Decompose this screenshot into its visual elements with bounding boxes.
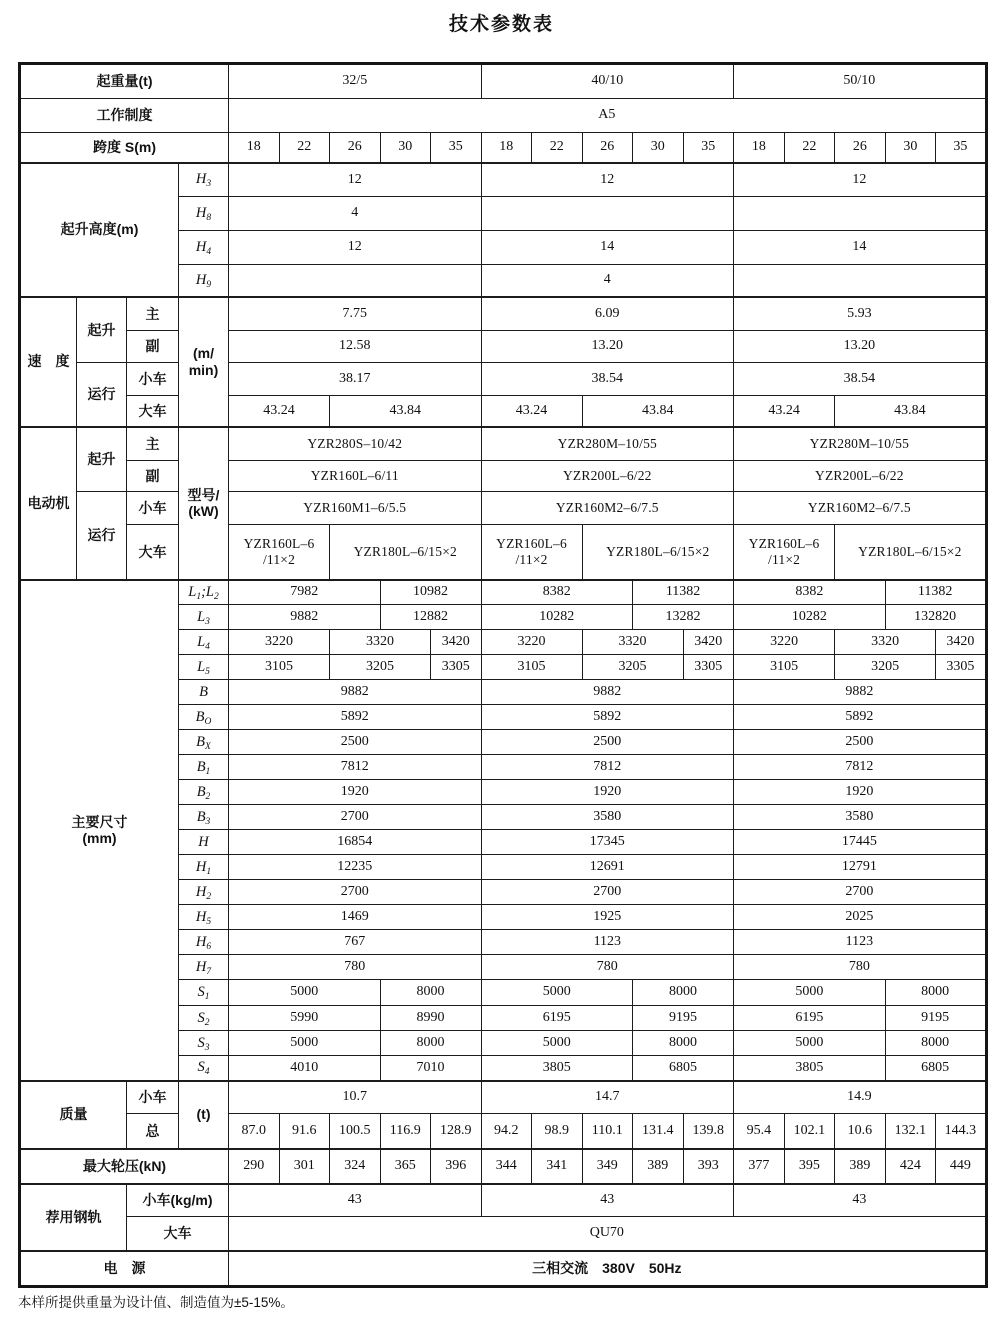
hoisting-label: 起升	[77, 297, 127, 363]
value-cell: 9882	[229, 605, 381, 630]
value-cell: 8000	[380, 1031, 481, 1056]
value-cell: 1925	[481, 905, 734, 930]
dim-h1-label: $H_1$	[179, 855, 229, 880]
dim-l3-label: $L_3$	[179, 605, 229, 630]
capacity-32-5: 32/5	[229, 64, 482, 99]
value-cell: 2700	[229, 805, 482, 830]
dim-b2-label: $B_2$	[179, 780, 229, 805]
dim-s3-label: $S_3$	[179, 1031, 229, 1056]
table-row	[20, 396, 987, 427]
value-cell: 26	[835, 133, 886, 163]
table-row	[20, 1114, 987, 1149]
value-cell: 7010	[380, 1056, 481, 1081]
value-cell: 8382	[734, 580, 886, 605]
value-cell: YZR160M2–6/7.5	[734, 492, 987, 525]
value-cell: 3205	[835, 655, 936, 680]
table-row	[20, 461, 987, 492]
value-cell: 2700	[229, 880, 482, 905]
value-cell: 43.84	[582, 396, 734, 427]
value-cell: 341	[532, 1149, 583, 1184]
duty-class-label: 工作制度	[20, 99, 229, 133]
value-cell: 5892	[229, 705, 482, 730]
value-cell: 7812	[481, 755, 734, 780]
value-cell: 3220	[734, 630, 835, 655]
value-cell: 13.20	[734, 331, 987, 363]
value-cell: 30	[885, 133, 936, 163]
value-cell: 10282	[734, 605, 886, 630]
value-cell: 2700	[481, 880, 734, 905]
value-cell: 14.7	[481, 1081, 734, 1114]
value-cell: 1469	[229, 905, 482, 930]
dim-bx-label: $B_X$	[179, 730, 229, 755]
value-cell: 5892	[734, 705, 987, 730]
value-cell: 131.4	[633, 1114, 684, 1149]
value-cell: 301	[279, 1149, 330, 1184]
value-cell: YZR280S–10/42	[229, 427, 482, 461]
value-cell: 17445	[734, 830, 987, 855]
value-cell: 8000	[633, 1031, 734, 1056]
table-row	[20, 297, 987, 331]
table-row	[20, 64, 987, 99]
value-cell: 11382	[885, 580, 986, 605]
table-row	[20, 99, 987, 133]
value-cell: 9195	[633, 1006, 734, 1031]
value-cell: 132820	[885, 605, 986, 630]
value-cell: 3220	[229, 630, 330, 655]
value-cell: 3105	[481, 655, 582, 680]
recommended-rail-label: 荐用钢轨	[20, 1184, 127, 1251]
value-cell: YZR160M1–6/5.5	[229, 492, 482, 525]
value-cell: 5000	[481, 1031, 633, 1056]
value-cell: 18	[734, 133, 785, 163]
value-cell: 43	[734, 1184, 987, 1217]
value-cell: 449	[936, 1149, 987, 1184]
dim-s4-label: $S_4$	[179, 1056, 229, 1081]
value-cell: 26	[582, 133, 633, 163]
value-cell: 6195	[734, 1006, 886, 1031]
value-cell: 1123	[481, 930, 734, 955]
value-cell: 12691	[481, 855, 734, 880]
value-cell: 2500	[229, 730, 482, 755]
dim-b1-label: $B_1$	[179, 755, 229, 780]
dim-h2-label: $H_2$	[179, 880, 229, 905]
table-row	[20, 331, 987, 363]
dim-l5-label: $L_5$	[179, 655, 229, 680]
value-cell: 6805	[885, 1056, 986, 1081]
value-cell: 2500	[481, 730, 734, 755]
value-cell: 43.24	[481, 396, 582, 427]
mass-label: 质量	[20, 1081, 127, 1149]
value-cell: 132.1	[885, 1114, 936, 1149]
value-cell: 144.3	[936, 1114, 987, 1149]
value-cell: 365	[380, 1149, 431, 1184]
value-cell: 3305	[431, 655, 482, 680]
value-cell: 10982	[380, 580, 481, 605]
tech-parameters-table	[18, 62, 988, 1288]
main-hoist-label: 主	[127, 297, 179, 331]
table-row	[20, 492, 987, 525]
mass-unit-label: (t)	[179, 1081, 229, 1149]
value-cell: 43.24	[734, 396, 835, 427]
value-cell: 22	[532, 133, 583, 163]
value-cell: 1920	[229, 780, 482, 805]
table-body	[20, 64, 987, 1287]
value-cell: 17345	[481, 830, 734, 855]
value-cell: 3420	[936, 630, 987, 655]
value-cell: 389	[835, 1149, 886, 1184]
aux-hoist-label: 副	[127, 331, 179, 363]
value-cell: 2700	[734, 880, 987, 905]
main-hoist-label: 主	[127, 427, 179, 461]
value-cell: 18	[229, 133, 280, 163]
value-cell: 14	[481, 231, 734, 265]
crane-rail-label: 大车	[127, 1217, 229, 1251]
value-cell: 2500	[734, 730, 987, 755]
value-cell: 3320	[582, 630, 683, 655]
table-row	[20, 1217, 987, 1251]
h8-label: $H_8$	[179, 197, 229, 231]
value-cell: 5000	[734, 1031, 886, 1056]
value-cell: 4	[229, 197, 482, 231]
dim-h7-label: $H_7$	[179, 955, 229, 980]
value-cell: 35	[683, 133, 734, 163]
dim-bo-label: $B_O$	[179, 705, 229, 730]
value-cell: 3805	[734, 1056, 886, 1081]
table-row	[20, 133, 987, 163]
lifting-height-label: 起升高度(m)	[20, 163, 179, 297]
value-cell: 3305	[936, 655, 987, 680]
value-cell: YZR180L–6/15×2	[330, 525, 482, 580]
value-cell: 12	[229, 163, 482, 197]
value-cell: 8000	[885, 1031, 986, 1056]
value-cell: 3580	[481, 805, 734, 830]
value-cell: YZR160L–6/11	[229, 461, 482, 492]
value-cell: 5.93	[734, 297, 987, 331]
value-cell: 18	[481, 133, 532, 163]
value-cell: 43.84	[330, 396, 482, 427]
power-supply-value: 三相交流 380V 50Hz	[229, 1251, 987, 1287]
value-cell: 5000	[229, 1031, 381, 1056]
value-cell: 7.75	[229, 297, 482, 331]
table-row	[20, 525, 987, 580]
lifting-capacity-label: 起重量(t)	[20, 64, 229, 99]
value-cell: 9195	[885, 1006, 986, 1031]
dim-b3-label: $B_3$	[179, 805, 229, 830]
dim-s2-label: $S_2$	[179, 1006, 229, 1031]
value-cell: YZR180L–6/15×2	[835, 525, 987, 580]
value-cell: 3220	[481, 630, 582, 655]
value-cell: 5000	[229, 980, 381, 1006]
value-cell: YZR160L–6 /11×2	[481, 525, 582, 580]
value-cell: 424	[885, 1149, 936, 1184]
value-cell: 3320	[330, 630, 431, 655]
value-cell: 3420	[431, 630, 482, 655]
value-cell: 3205	[330, 655, 431, 680]
speed-label: 速 度	[20, 297, 77, 427]
crane-label: 大车	[127, 396, 179, 427]
value-cell: 5000	[481, 980, 633, 1006]
value-cell: 780	[481, 955, 734, 980]
table-row	[20, 1081, 987, 1114]
model-kw-label: 型号/ (kW)	[179, 427, 229, 580]
value-cell: 6195	[481, 1006, 633, 1031]
value-cell: 43.84	[835, 396, 987, 427]
value-cell: 91.6	[279, 1114, 330, 1149]
value-cell	[229, 265, 482, 297]
crane-label: 大车	[127, 525, 179, 580]
dim-h-label: H	[179, 830, 229, 855]
value-cell: 5892	[481, 705, 734, 730]
value-cell: 30	[380, 133, 431, 163]
value-cell: YZR200L–6/22	[481, 461, 734, 492]
value-cell: 5000	[734, 980, 886, 1006]
value-cell: 4010	[229, 1056, 381, 1081]
value-cell: 393	[683, 1149, 734, 1184]
value-cell: 139.8	[683, 1114, 734, 1149]
max-wheel-load-label: 最大轮压(kN)	[20, 1149, 229, 1184]
speed-unit-label: (m/ min)	[179, 297, 229, 427]
value-cell: 8382	[481, 580, 633, 605]
value-cell: 290	[229, 1149, 280, 1184]
hoisting-label: 起升	[77, 427, 127, 492]
value-cell	[734, 197, 987, 231]
value-cell: 35	[431, 133, 482, 163]
value-cell: 8990	[380, 1006, 481, 1031]
value-cell: 12235	[229, 855, 482, 880]
crane-rail-value: QU70	[229, 1217, 987, 1251]
value-cell	[734, 265, 987, 297]
table-row	[20, 1251, 987, 1287]
value-cell: 12882	[380, 605, 481, 630]
value-cell: 389	[633, 1149, 684, 1184]
h4-label: $H_4$	[179, 231, 229, 265]
value-cell: 2025	[734, 905, 987, 930]
value-cell: 7982	[229, 580, 381, 605]
value-cell: YZR160L–6 /11×2	[734, 525, 835, 580]
trolley-label: 小车	[127, 1081, 179, 1114]
value-cell: 9882	[481, 680, 734, 705]
value-cell: 30	[633, 133, 684, 163]
value-cell: 3105	[229, 655, 330, 680]
value-cell: 43.24	[229, 396, 330, 427]
dim-l4-label: $L_4$	[179, 630, 229, 655]
power-supply-label: 电 源	[20, 1251, 229, 1287]
duty-class-value: A5	[229, 99, 987, 133]
value-cell: 395	[784, 1149, 835, 1184]
value-cell: 9882	[229, 680, 482, 705]
value-cell: 3205	[582, 655, 683, 680]
value-cell: 128.9	[431, 1114, 482, 1149]
dim-h5-label: $H_5$	[179, 905, 229, 930]
dim-h6-label: $H_6$	[179, 930, 229, 955]
travel-label: 运行	[77, 492, 127, 580]
value-cell: 6805	[633, 1056, 734, 1081]
value-cell: 5990	[229, 1006, 381, 1031]
h3-label: $H_3$	[179, 163, 229, 197]
value-cell: 9882	[734, 680, 987, 705]
value-cell: 110.1	[582, 1114, 633, 1149]
main-dimensions-label: 主要尺寸 (mm)	[20, 580, 179, 1081]
dim-l1l2-label: $L_1;L_2$	[179, 580, 229, 605]
value-cell: 12791	[734, 855, 987, 880]
dim-s1-label: $S_1$	[179, 980, 229, 1006]
value-cell: 396	[431, 1149, 482, 1184]
value-cell: 100.5	[330, 1114, 381, 1149]
value-cell: 10.6	[835, 1114, 886, 1149]
value-cell: 1920	[481, 780, 734, 805]
value-cell: 38.17	[229, 363, 482, 396]
table-row	[20, 163, 987, 197]
value-cell	[481, 197, 734, 231]
value-cell: 3420	[683, 630, 734, 655]
value-cell: 22	[279, 133, 330, 163]
value-cell: 3105	[734, 655, 835, 680]
trolley-rail-label: 小车(kg/m)	[127, 1184, 229, 1217]
value-cell: 11382	[633, 580, 734, 605]
travel-label: 运行	[77, 363, 127, 427]
motor-label: 电动机	[20, 427, 77, 580]
value-cell: 8000	[380, 980, 481, 1006]
value-cell: 87.0	[229, 1114, 280, 1149]
footnote: 本样所提供重量为设计值、制造值为±5-15%。	[18, 1295, 294, 1310]
capacity-40-10: 40/10	[481, 64, 734, 99]
value-cell: 1123	[734, 930, 987, 955]
value-cell: YZR280M–10/55	[734, 427, 987, 461]
value-cell: 98.9	[532, 1114, 583, 1149]
value-cell: 14	[734, 231, 987, 265]
value-cell: YZR180L–6/15×2	[582, 525, 734, 580]
value-cell: 7812	[229, 755, 482, 780]
trolley-label: 小车	[127, 363, 179, 396]
value-cell: 12	[229, 231, 482, 265]
value-cell: 38.54	[734, 363, 987, 396]
value-cell: 6.09	[481, 297, 734, 331]
table-row	[20, 580, 987, 605]
capacity-50-10: 50/10	[734, 64, 987, 99]
page-title: 技术参数表	[448, 14, 554, 35]
value-cell: 10282	[481, 605, 633, 630]
value-cell: 95.4	[734, 1114, 785, 1149]
trolley-label: 小车	[127, 492, 179, 525]
value-cell: 7812	[734, 755, 987, 780]
value-cell: 4	[481, 265, 734, 297]
value-cell: 3805	[481, 1056, 633, 1081]
value-cell: 780	[734, 955, 987, 980]
value-cell: 12	[481, 163, 734, 197]
value-cell: YZR160L–6 /11×2	[229, 525, 330, 580]
value-cell: 16854	[229, 830, 482, 855]
value-cell: YZR160M2–6/7.5	[481, 492, 734, 525]
value-cell: 3580	[734, 805, 987, 830]
total-mass-label: 总	[127, 1114, 179, 1149]
table-row	[20, 1184, 987, 1217]
value-cell: 26	[330, 133, 381, 163]
value-cell: 94.2	[481, 1114, 532, 1149]
value-cell: 1920	[734, 780, 987, 805]
value-cell: 13282	[633, 605, 734, 630]
value-cell: 780	[229, 955, 482, 980]
aux-hoist-label: 副	[127, 461, 179, 492]
value-cell: 13.20	[481, 331, 734, 363]
value-cell: YZR200L–6/22	[734, 461, 987, 492]
value-cell: 344	[481, 1149, 532, 1184]
value-cell: 767	[229, 930, 482, 955]
value-cell: 8000	[633, 980, 734, 1006]
value-cell: 10.7	[229, 1081, 482, 1114]
value-cell: 12.58	[229, 331, 482, 363]
value-cell: 116.9	[380, 1114, 431, 1149]
value-cell: 14.9	[734, 1081, 987, 1114]
value-cell: 38.54	[481, 363, 734, 396]
span-label: 跨度 S(m)	[20, 133, 229, 163]
value-cell: 43	[229, 1184, 482, 1217]
table-row	[20, 1149, 987, 1184]
value-cell: 12	[734, 163, 987, 197]
value-cell: 102.1	[784, 1114, 835, 1149]
value-cell: 3305	[683, 655, 734, 680]
value-cell: 3320	[835, 630, 936, 655]
value-cell: 22	[784, 133, 835, 163]
table-row	[20, 363, 987, 396]
table-row	[20, 427, 987, 461]
value-cell: 8000	[885, 980, 986, 1006]
value-cell: 377	[734, 1149, 785, 1184]
dim-b-label: B	[179, 680, 229, 705]
h9-label: $H_9$	[179, 265, 229, 297]
value-cell: 43	[481, 1184, 734, 1217]
value-cell: 324	[330, 1149, 381, 1184]
value-cell: 349	[582, 1149, 633, 1184]
value-cell: YZR280M–10/55	[481, 427, 734, 461]
value-cell: 35	[936, 133, 987, 163]
